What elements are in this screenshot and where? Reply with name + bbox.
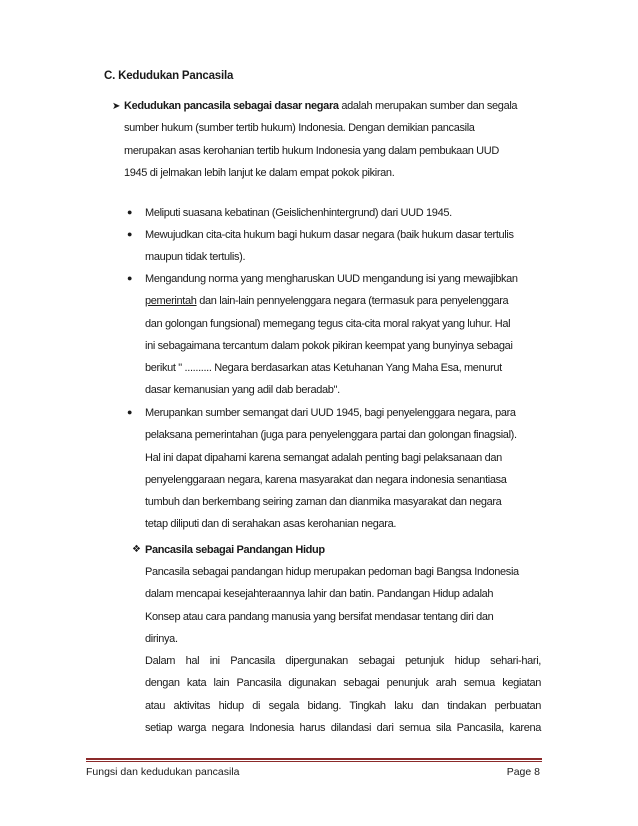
footer-divider-thin xyxy=(86,761,542,762)
bullet-line: Mewujudkan cita-cita hukum bagi hukum dasar negara (baik hukum dasar tertulis xyxy=(145,229,514,241)
bullet-item-3 xyxy=(145,268,545,402)
bullet-line: Merupankan sumber semangat dari UUD 1945, bagi penyelenggara negara, para xyxy=(145,407,516,419)
subsection-paragraph-1 xyxy=(145,561,541,650)
intro-bold-term: Kedudukan pancasila sebagai dasar negara xyxy=(124,100,339,112)
para-line: dengan kata lain Pancasila digunakan sebagai penunjuk arah semua kegiatan xyxy=(145,677,541,690)
intro-line: 1945 di jelmakan lebih lanjut ke dalam empat pokok pikiran. xyxy=(124,166,395,179)
subsection-title: Pancasila sebagai Pandangan Hidup xyxy=(145,544,325,556)
bullet-line: penyelenggaraan negara, karena masyarakat dan negara indonesia senantiasa xyxy=(145,473,507,486)
round-bullet-icon: ● xyxy=(127,407,133,417)
bullet-line: dan golongan fungsional) memegang tegus cita-cita moral rakyat yang luhur. Hal xyxy=(145,317,511,330)
bullet-line xyxy=(145,290,545,312)
para-line: setiap warga negara Indonesia harus dilandasi dari semua sila Pancasila, karena xyxy=(145,721,541,734)
footer-title: Fungsi dan kedudukan pancasila xyxy=(86,766,240,778)
intro-line-1 xyxy=(124,95,540,117)
bullet-line: ini sebagaimana tercantum dalam pokok pikiran keempat yang bunyinya sebagai xyxy=(145,339,513,352)
bullet-line: Meliputi suasana kebatinan (Geislichenhintergrund) dari UUD 1945. xyxy=(145,207,452,219)
intro-line: merupakan asas kerohanian tertib hukum Indonesia yang dalam pembukaan UUD xyxy=(124,144,499,157)
intro-line-1-rest: adalah merupakan sumber dan segala xyxy=(338,100,518,112)
para-line: dalam mencapai kesejahteraannya lahir dan batin. Pandangan Hidup adalah xyxy=(145,588,494,601)
bullet-line: tetap diliputi dan di serahakan asas kerohanian negara. xyxy=(145,518,397,531)
para-line: dirinya. xyxy=(145,632,178,645)
intro-line: sumber hukum (sumber tertib hukum) Indonesia. Dengan demikian pancasila xyxy=(124,122,475,135)
bullet-item-2 xyxy=(145,224,545,269)
diamond-bullet-icon: ❖ xyxy=(132,544,141,555)
underlined-word: pemerintah xyxy=(145,295,197,308)
subsection-paragraph-2 xyxy=(145,650,541,739)
bullet-line: berikut " .......... Negara berdasarkan atas Ketuhanan Yang Maha Esa, menurut xyxy=(145,362,502,375)
bullet-line: pelaksana pemerintahan (juga para penyelenggara partai dan golongan finagsial). xyxy=(145,429,517,442)
intro-paragraph xyxy=(124,95,540,184)
footer-divider xyxy=(86,758,542,760)
round-bullet-icon: ● xyxy=(127,229,133,239)
round-bullet-icon: ● xyxy=(127,273,133,283)
para-line: atau aktivitas hidup di segala bidang. Tingkah laku dan tindakan perbuatan xyxy=(145,699,541,712)
bullet-line: tumbuh dan berkembang seiring zaman dan dianmika masyarakat dan negara xyxy=(145,496,502,509)
para-line: Dalam hal ini Pancasila dipergunakan sebagai petunjuk hidup sehari-hari, xyxy=(145,655,541,667)
bullet-line: maupun tidak tertulis). xyxy=(145,251,246,264)
para-line: Konsep atau cara pandang manusia yang bersifat mendasar tentang diri dan xyxy=(145,610,494,623)
arrow-bullet-icon: ➤ xyxy=(112,101,121,112)
bullet-item-4 xyxy=(145,402,545,536)
bullet-line: Mengandung norma yang mengharuskan UUD mengandung isi yang mewajibkan xyxy=(145,273,518,285)
bullet-line-rest: dan lain-lain pennyelenggara negara (termasuk para penyelenggara xyxy=(196,295,509,308)
bullet-line: Hal ini dapat dipahami karena semangat adalah penting bagi pelaksanaan dan xyxy=(145,451,502,464)
page-number: Page 8 xyxy=(506,766,540,778)
bullet-line: dasar kemanusian yang adil dab beradab". xyxy=(145,384,340,397)
para-line: Pancasila sebagai pandangan hidup merupakan pedoman bagi Bangsa Indonesia xyxy=(145,566,519,578)
section-heading: C. Kedudukan Pancasila xyxy=(104,70,234,82)
bullet-item-1 xyxy=(145,202,545,224)
round-bullet-icon: ● xyxy=(127,207,133,217)
subsection-title-block xyxy=(145,539,545,561)
